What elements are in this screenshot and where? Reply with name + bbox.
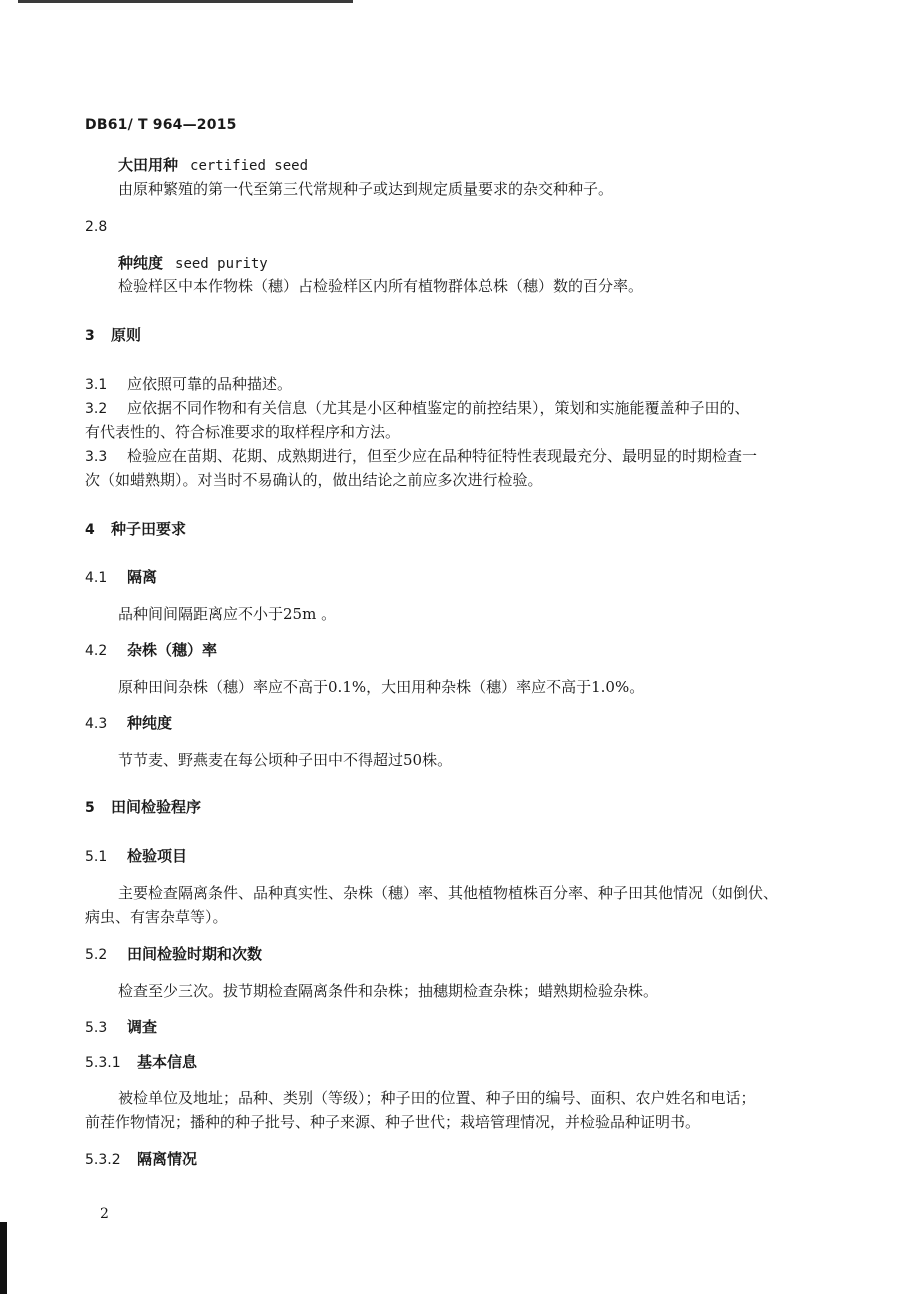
clause-4-3-heading: 4.3 种纯度 — [85, 714, 173, 732]
clause-4-1-heading: 4.1 隔离 — [85, 568, 158, 586]
term-zh: 种纯度 — [118, 254, 164, 272]
clause-5-2-heading: 5.2 田间检验时期和次数 — [85, 945, 263, 963]
clause-5-2-body: 检查至少三次。拔节期检查隔离条件和杂株；抽穗期检查杂株；蜡熟期检验杂株。 — [118, 982, 659, 1000]
clause-3-3-line-2: 次（如蜡熟期）。对当时不易确认的，做出结论之前应多次进行检验。 — [85, 471, 543, 489]
clause-5-3-2-heading: 5.3.2 隔离情况 — [85, 1150, 198, 1168]
term-heading-seed-purity — [118, 253, 268, 274]
clause-number-2-8: 2.8 — [85, 219, 108, 235]
clause-4-2-heading: 4.2 杂株（穗）率 — [85, 641, 218, 659]
clause-3-1: 3.1 应依照可靠的品种描述。 — [85, 375, 293, 393]
clause-5-3-1-heading: 5.3.1 基本信息 — [85, 1053, 198, 1071]
clause-5-1-heading: 5.1 检验项目 — [85, 847, 188, 865]
clause-4-2-body: 原种田间杂株（穗）率应不高于0.1%，大田用种杂株（穗）率应不高于1.0%。 — [118, 678, 645, 696]
clause-3-3: 3.3 检验应在苗期、花期、成熟期进行，但至少应在品种特征特性表现最充分、最明显的时期检查一 — [85, 447, 758, 465]
scan-edge-top — [18, 0, 353, 3]
scan-edge-left — [0, 1222, 7, 1294]
clause-5-3-1-body: 被检单位及地址；品种、类别（等级）；种子田的位置、种子田的编号、面积、农户姓名和电话； — [118, 1089, 756, 1107]
term-en: seed purity — [175, 256, 268, 272]
section-3-heading: 3 原则 — [85, 326, 142, 344]
term-en: certified seed — [190, 158, 309, 174]
clause-5-3-1-body-line-2: 前茬作物情况；播种的种子批号、种子来源、种子世代；栽培管理情况，并检验品种证明书。 — [85, 1113, 701, 1131]
clause-4-3-body: 节节麦、野燕麦在每公顷种子田中不得超过50株。 — [118, 751, 453, 769]
clause-5-1-body: 主要检查隔离条件、品种真实性、杂株（穗）率、其他植物植株百分率、种子田其他情况（如倒伏、 — [118, 884, 779, 902]
definition-certified-seed: 由原种繁殖的第一代至第三代常规种子或达到规定质量要求的杂交种种子。 — [118, 180, 614, 198]
section-5-heading: 5 田间检验程序 — [85, 798, 202, 816]
clause-3-2-line-2: 有代表性的、符合标准要求的取样程序和方法。 — [85, 423, 401, 441]
section-4-heading: 4 种子田要求 — [85, 520, 187, 538]
term-heading-certified-seed — [118, 155, 308, 176]
clause-3-2: 3.2 应依据不同作物和有关信息（尤其是小区种植鉴定的前控结果），策划和实施能覆盖种子田的、 — [85, 399, 750, 417]
definition-seed-purity: 检验样区中本作物株（穗）占检验样区内所有植物群体总株（穗）数的百分率。 — [118, 277, 644, 295]
clause-4-1-body: 品种间间隔距离应不小于25m 。 — [118, 605, 337, 623]
clause-5-1-body-line-2: 病虫、有害杂草等）。 — [85, 908, 228, 926]
clause-5-3-heading: 5.3 调查 — [85, 1018, 158, 1036]
page-number: 2 — [100, 1206, 109, 1222]
term-zh: 大田用种 — [118, 156, 179, 174]
document-code-header: DB61/ T 964—2015 — [85, 117, 237, 133]
